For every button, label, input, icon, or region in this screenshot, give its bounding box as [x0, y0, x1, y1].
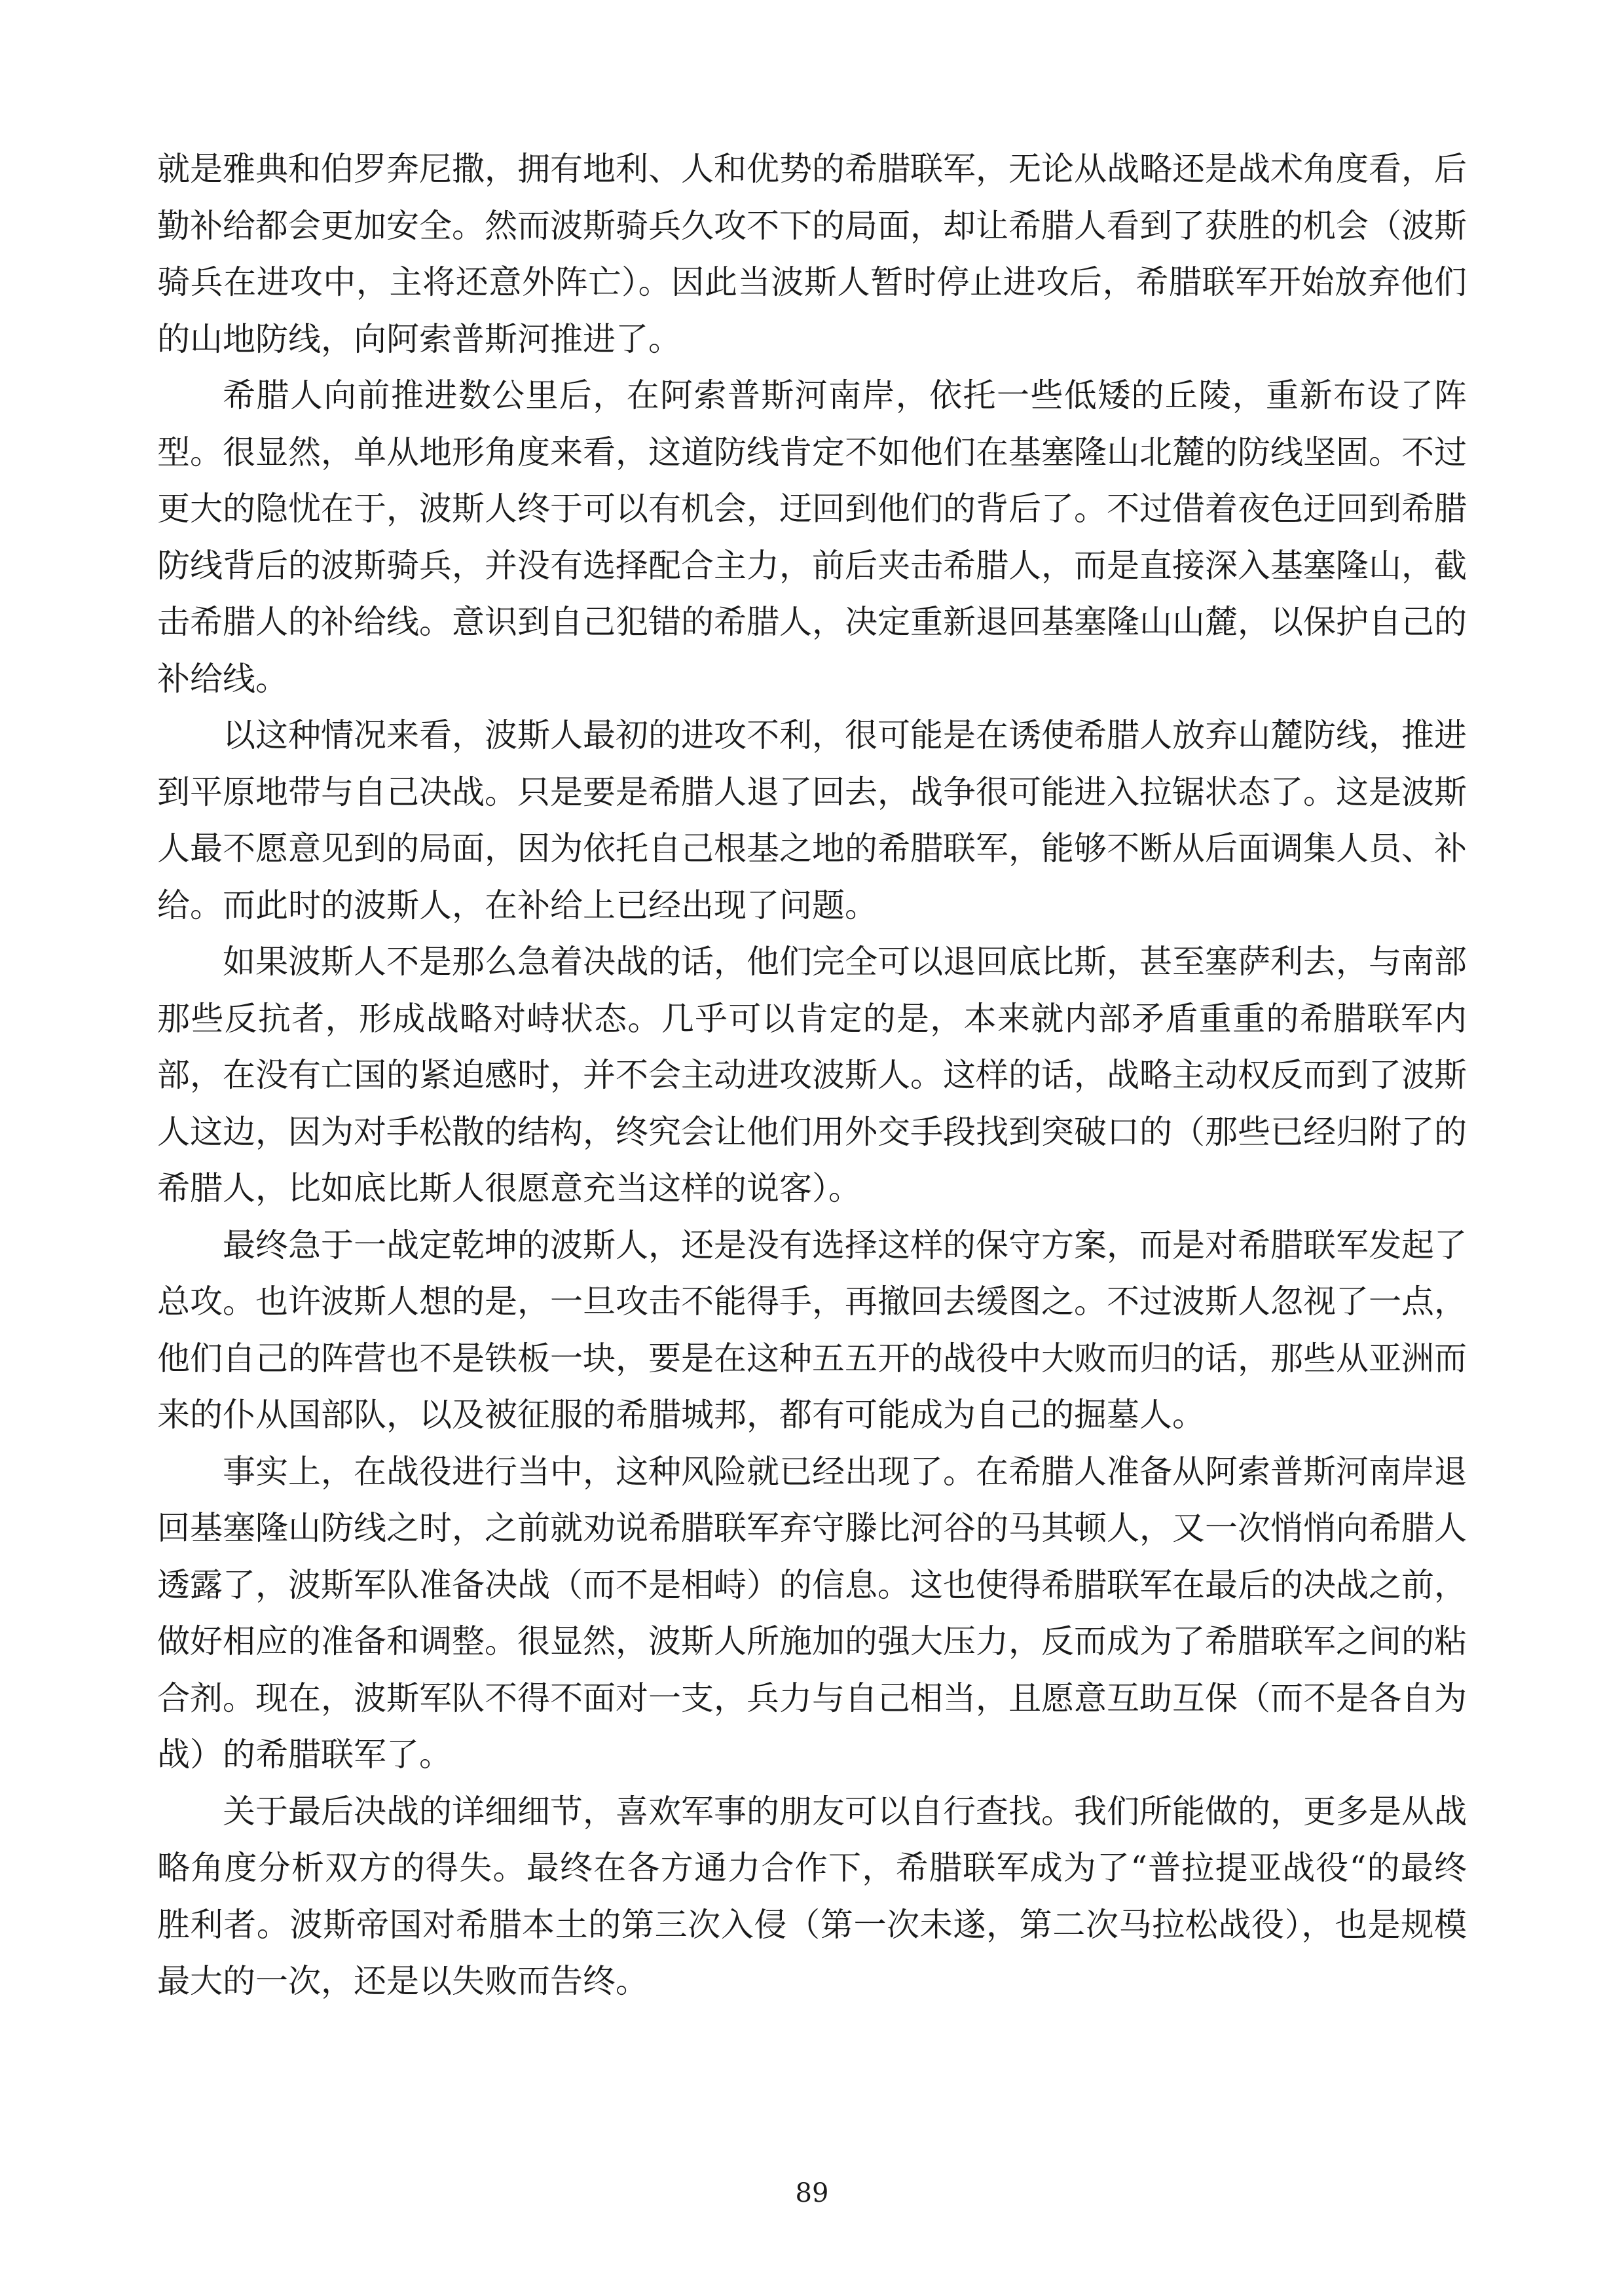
- paragraph-3: 以这种情况来看，波斯人最初的进攻不利，很可能是在诱使希腊人放弃山麓防线，推进到平原地带与自己决战。只是要是希腊人退了回去，战争很可能进入拉锯状态了。这是波斯人最不愿意见到的局面，因为依托自己根基之地的希腊联军，能够不断从后面调集人员、补给。而此时的波斯人，在补给上已经出现了问题。: [157, 716, 1467, 924]
- paragraph-4: 如果波斯人不是那么急着决战的话，他们完全可以退回底比斯，甚至塞萨利去，与南部那些反抗者，形成战略对峙状态。几乎可以肯定的是，本来就内部矛盾重重的希腊联军内部，在没有亡国的紧迫感时，并不会主动进攻波斯人。这样的话，战略主动权反而到了波斯人这边，因为对手松散的结构，终究会让他们用外交手段找到突破口的（那些已经归附了的希腊人，比如底比斯人很愿意充当这样的说客）。: [157, 943, 1467, 1207]
- paragraph-2: 希腊人向前推进数公里后，在阿索普斯河南岸，依托一些低矮的丘陵，重新布设了阵型。很显然，单从地形角度来看，这道防线肯定不如他们在基塞隆山北麓的防线坚固。不过更大的隐忧在于，波斯人终于可以有机会，迂回到他们的背后了。不过借着夜色迂回到希腊防线背后的波斯骑兵，并没有选择配合主力，前后夹击希腊人，而是直接深入基塞隆山，截击希腊人的补给线。意识到自己犯错的希腊人，决定重新退回基塞隆山山麓，以保护自己的补给线。: [157, 376, 1467, 698]
- body-text: [157, 141, 1467, 2010]
- paragraph-1: 就是雅典和伯罗奔尼撒，拥有地利、人和优势的希腊联军，无论从战略还是战术角度看，后勤补给都会更加安全。然而波斯骑兵久攻不下的局面，却让希腊人看到了获胜的机会（波斯骑兵在进攻中，主将还意外阵亡）。因此当波斯人暂时停止进攻后，希腊联军开始放弃他们的山地防线，向阿索普斯河推进了。: [157, 150, 1467, 358]
- paragraph-6: 事实上，在战役进行当中，这种风险就已经出现了。在希腊人准备从阿索普斯河南岸退回基塞隆山防线之时，之前就劝说希腊联军弃守滕比河谷的马其顿人，又一次悄悄向希腊人透露了，波斯军队准备决战（而不是相峙）的信息。这也使得希腊联军在最后的决战之前，做好相应的准备和调整。很显然，波斯人所施加的强大压力，反而成为了希腊联军之间的粘合剂。现在，波斯军队不得不面对一支，兵力与自己相当，且愿意互助互保（而不是各自为战）的希腊联军了。: [157, 1452, 1467, 1774]
- page-number: 89: [795, 2178, 829, 2208]
- paragraph-5: 最终急于一战定乾坤的波斯人，还是没有选择这样的保守方案，而是对希腊联军发起了总攻。也许波斯人想的是，一旦攻击不能得手，再撤回去缓图之。不过波斯人忽视了一点，他们自己的阵营也不是铁板一块，要是在这种五五开的战役中大败而归的话，那些从亚洲而来的仆从国部队，以及被征服的希腊城邦，都有可能成为自己的掘墓人。: [157, 1226, 1467, 1434]
- paragraph-7: 关于最后决战的详细细节，喜欢军事的朋友可以自行查找。我们所能做的，更多是从战略角度分析双方的得失。最终在各方通力合作下，希腊联军成为了“普拉提亚战役“的最终胜利者。波斯帝国对希腊本土的第三次入侵（第一次未遂，第二次马拉松战役），也是规模最大的一次，还是以失败而告终。: [157, 1792, 1467, 2000]
